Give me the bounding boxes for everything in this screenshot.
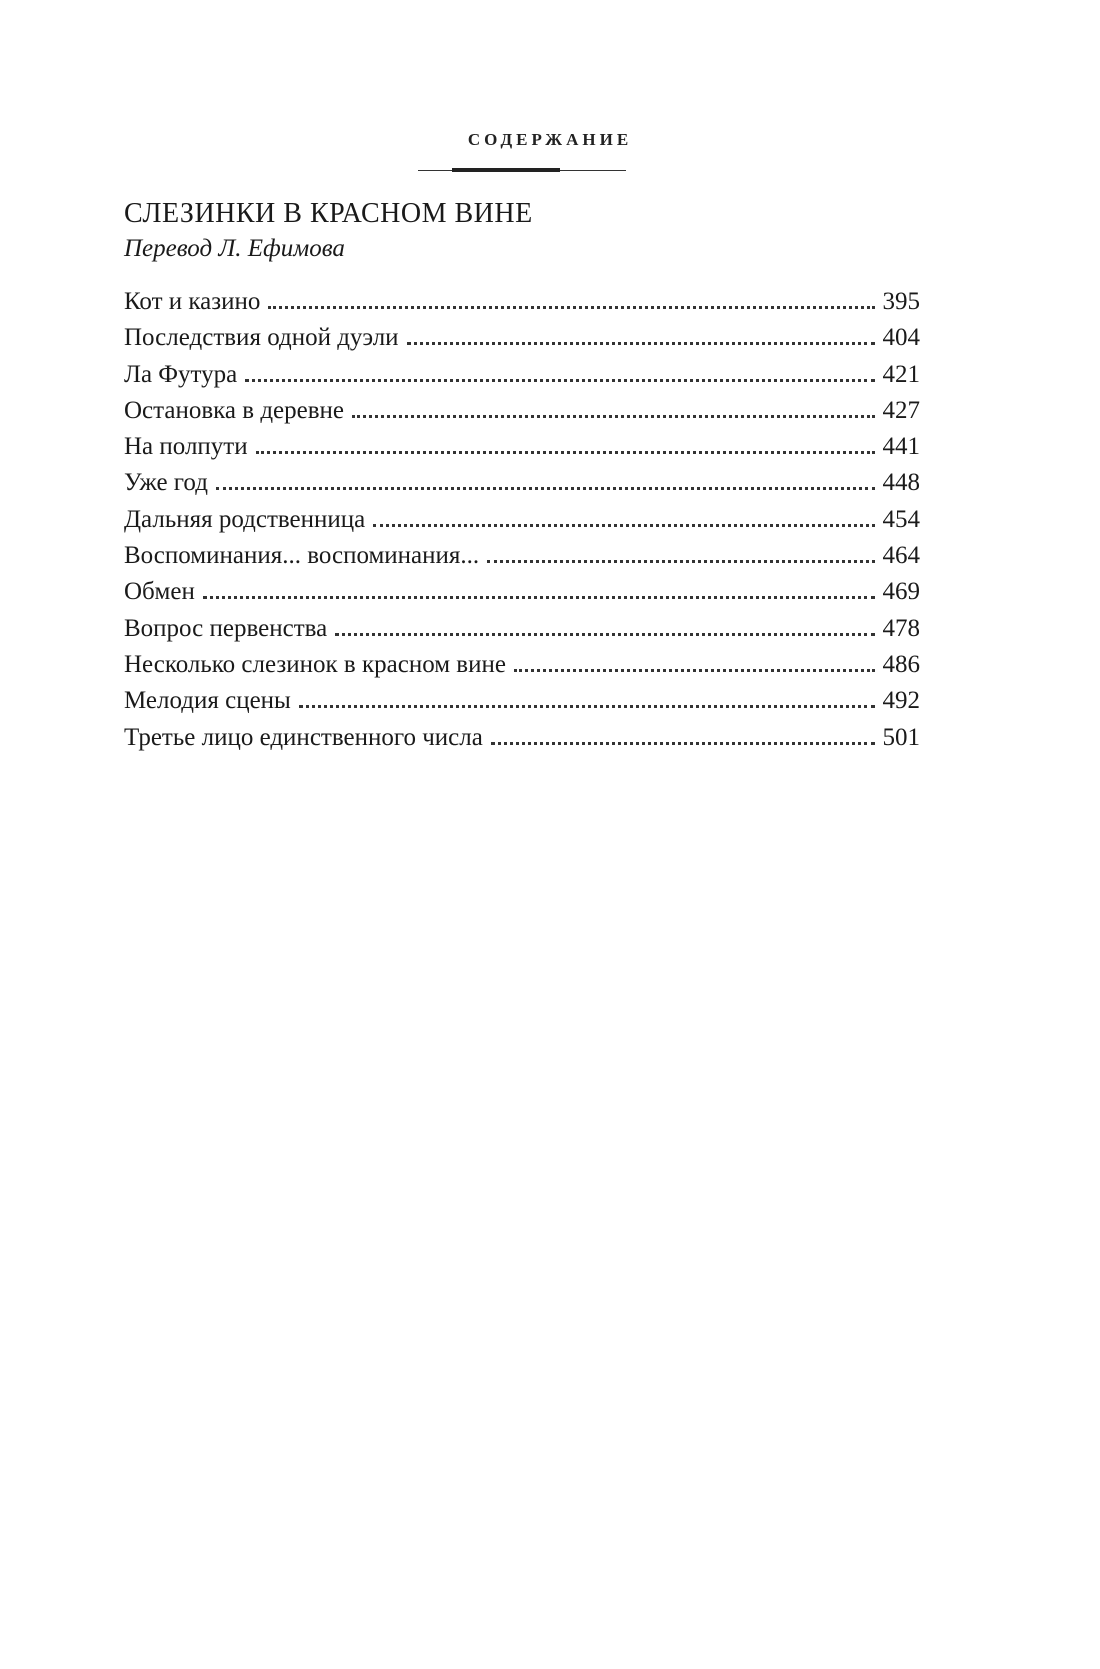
- toc-entry: [124, 284, 920, 320]
- toc-section: [124, 196, 920, 756]
- toc-entry-page: 486: [882, 650, 920, 678]
- toc-entry-title: Уже год: [124, 469, 208, 497]
- toc-entry-page: 469: [882, 578, 920, 606]
- toc-entry: [124, 683, 920, 719]
- dot-leader: [352, 415, 874, 418]
- dot-leader: [299, 705, 875, 708]
- dot-leader: [487, 560, 874, 563]
- dot-leader: [245, 379, 874, 382]
- toc-entry: [124, 611, 920, 647]
- toc-entry-page: 395: [882, 288, 920, 315]
- toc-entry: [124, 538, 920, 574]
- toc-entry-title: На полпути: [124, 433, 248, 461]
- section-title: СЛЕЗИНКИ В КРАСНОМ ВИНЕ: [124, 198, 533, 229]
- toc-entry-title: Кот и казино: [124, 288, 261, 315]
- dot-leader: [203, 596, 875, 599]
- toc-entry-title: Воспоминания... воспоминания...: [124, 542, 480, 570]
- toc-entry-title: Остановка в деревне: [124, 396, 345, 424]
- toc-entry: [124, 720, 920, 756]
- toc-entry-title: Несколько слезинок в красном вине: [124, 650, 506, 678]
- toc-entry: [124, 574, 920, 610]
- running-head: СОДЕРЖАНИЕ: [467, 130, 633, 149]
- toc-entry-page: 464: [882, 542, 920, 570]
- dot-leader: [514, 669, 875, 672]
- toc-entry-page: 478: [882, 614, 920, 642]
- toc-entry-title: Вопрос первенства: [124, 614, 328, 642]
- toc-entry: [124, 429, 920, 465]
- toc-entry-title: Последствия одной дуэли: [124, 324, 399, 352]
- toc-entry-title: Третье лицо единственного числа: [124, 723, 483, 751]
- toc-entry-page: 404: [882, 324, 920, 352]
- dot-leader: [216, 487, 875, 490]
- toc-entry-page: 492: [882, 687, 920, 715]
- toc-entry: [124, 465, 920, 501]
- toc-entry-title: Мелодия сцены: [124, 687, 291, 715]
- toc-entry: [124, 357, 920, 393]
- toc-entry-page: 427: [882, 396, 920, 424]
- toc-entry-page: 421: [882, 360, 920, 388]
- toc-entry-page: 454: [882, 505, 920, 533]
- dot-leader: [256, 451, 875, 454]
- toc-entry-page: 501: [882, 723, 920, 751]
- toc-entry: [124, 647, 920, 683]
- toc-entry: [124, 393, 920, 429]
- translator-credit: Перевод Л. Ефимова: [124, 235, 345, 262]
- dot-leader: [491, 742, 875, 745]
- toc-list: [124, 284, 920, 756]
- dot-leader: [268, 306, 874, 309]
- toc-entry: [124, 320, 920, 356]
- toc-entry-page: 441: [882, 433, 920, 461]
- toc-entry-title: Ла Футура: [124, 360, 238, 388]
- dot-leader: [335, 633, 874, 636]
- dot-leader: [407, 342, 875, 345]
- toc-entry-title: Дальняя родственница: [124, 505, 366, 533]
- header-rule-accent: [452, 168, 560, 172]
- toc-entry-title: Обмен: [124, 578, 195, 606]
- toc-entry: [124, 502, 920, 538]
- dot-leader: [373, 524, 874, 527]
- toc-entry-page: 448: [882, 469, 920, 497]
